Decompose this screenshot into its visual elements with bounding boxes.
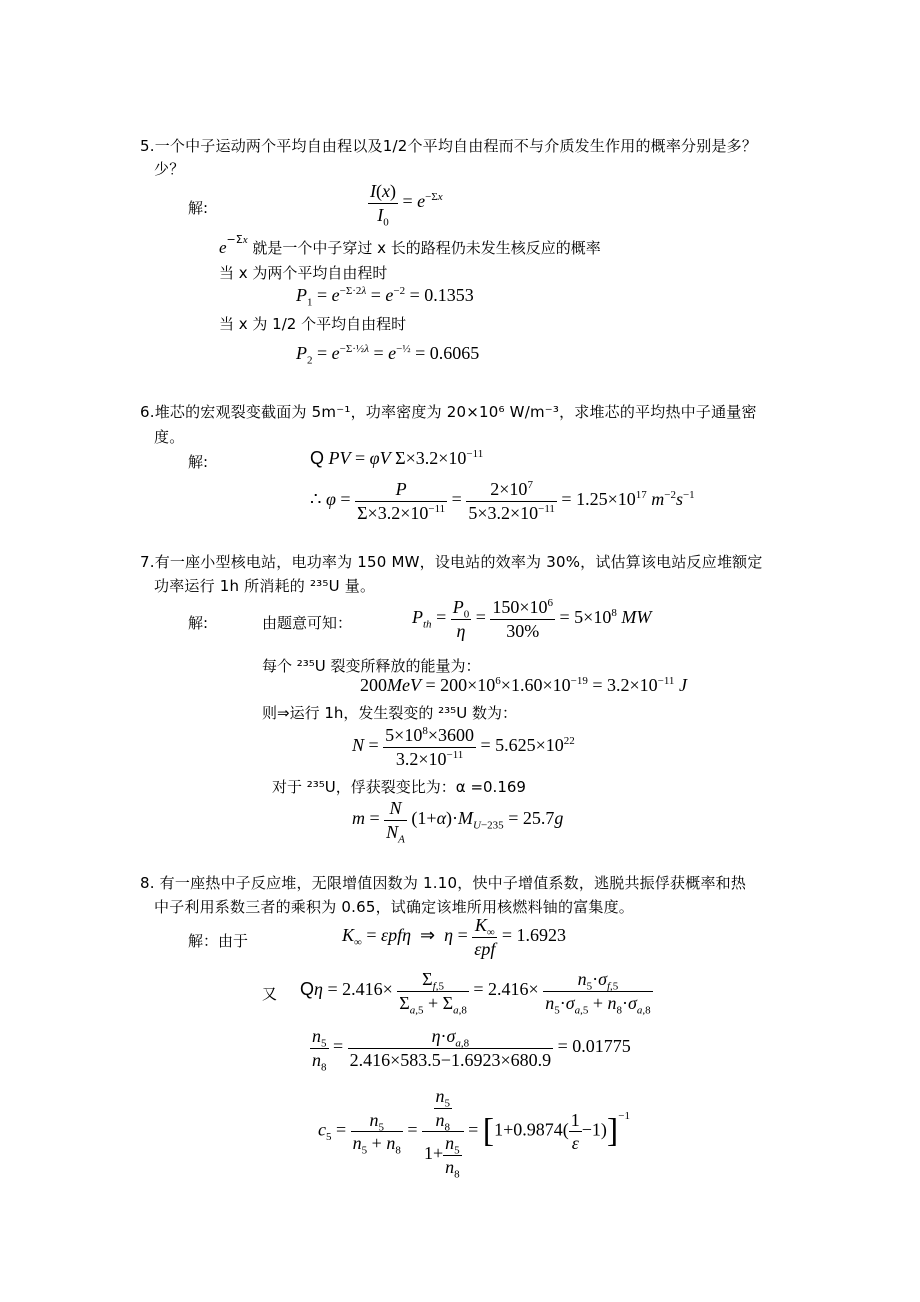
q8-solution-label: 解：由于 — [188, 932, 249, 950]
q7-fission-energy-equation: $200MeV = 200\times 10^6\times 1.60\times 10^{-19} = 3.2\times 10^{-11}$ J — [360, 675, 687, 695]
q8-ratio-equation: $\frac{n_5}{n_8}$ = $\frac{\eta\cdot\sigma_{a,8}}{2.416\times 583.5-1.6923\times 680.9}$ = 0.01775 — [312, 1026, 631, 1074]
q6-solution-label: 解: — [188, 453, 209, 471]
q8-question-line2: 中子利用系数三者的乘积为 0.65，试确定该堆所用核燃料铀的富集度。 — [154, 898, 634, 916]
q7-step2-label: 每个 ²³⁵U 裂变所释放的能量为： — [262, 657, 481, 675]
q8-eta-equation: $K_\infty = \varepsilon pf\eta$ ⇒ η = $\frac{K_\infty}{\text{εpf}}$ = 1.6923 — [342, 915, 566, 959]
q7-question-line2: 功率运行 1h 所消耗的 ²³⁵U 量。 — [154, 577, 376, 595]
q8-also-label: 又 — [262, 985, 278, 1003]
q6-power-equation: Q PV = φV $\Sigma\times 3.2\times 10^{-11}$ — [310, 448, 484, 468]
q5-case1-equation: $P_1 = e^{-\Sigma\cdot 2\lambda} = e^{-2} = 0.1353$ — [296, 285, 474, 309]
q5-question-line2: 少？ — [154, 160, 185, 178]
q6-question-line1: 6.堆芯的宏观裂变截面为 5m⁻¹，功率密度为 20×10⁶ W/m⁻³，求堆芯的平均热中子通量密 — [140, 403, 757, 421]
q8-enrichment-equation: $c_5$ = $\frac{n_5}{n_5 + n_8}$ = $\frac{n_5}{n_8}$ 1+ $\frac{n_5}{n_8}$ = [1+0.9874( $\frac{1}{\varepsilon}$ −1)]$^{-1}$ — [318, 1086, 630, 1181]
q7-solution-label: 解: — [188, 614, 209, 632]
q5-meaning-text: 就是一个中子穿过 x 长的路程仍未发生核反应的概率 — [252, 239, 601, 257]
q6-question-line2: 度。 — [154, 428, 185, 446]
q5-question-line1: 5.一个中子运动两个平均自由程以及1/2个平均自由程而不与介质发生作用的概率分别是多？ — [140, 137, 758, 155]
q7-fission-count-equation: N = $\frac{5\times 10^8\times 3600}{3.2\times 10^{-11}}$ = $5.625\times 10^{22}$ — [352, 725, 575, 769]
q5-solution-label: 解: — [188, 199, 209, 217]
q5-attenuation-equation: $\frac{I(x)}{I_0}$ = $e^{-\Sigma x}$ — [370, 181, 443, 229]
q7-mass-equation: m = $\frac{N}{N_A}$ $(1+\alpha)\cdot M_{U-235} = 25.7g$ — [352, 798, 564, 846]
q5-case1-text: 当 x 为两个平均自由程时 — [219, 264, 388, 282]
q7-step1-label: 由题意可知： — [262, 614, 353, 632]
q8-question-line1: 8. 有一座热中子反应堆，无限增值因数为 1.10，快中子增值系数，逃脱共振俘获概率和热 — [140, 874, 747, 892]
q7-step4-label: 对于 ²³⁵U，俘获裂变比为：α =0.169 — [272, 778, 526, 796]
q7-step3-label: 则⇒运行 1h，发生裂变的 ²³⁵U 数为： — [262, 704, 517, 722]
q5-case2-text: 当 x 为 1/2 个平均自由程时 — [219, 315, 407, 333]
q7-thermal-power-equation: $P_{th}$ = $\frac{P_0}{\eta}$ = $\frac{150\times 10^6}{30\%}$ = $5\times 10^8$ MW — [412, 597, 652, 641]
q8-eta-expansion-equation: Qη = 2.416× $\frac{\Sigma_{f,5}}{\Sigma_{a,5} + \Sigma_{a,8}}$ = 2.416× $\frac{n_5\cdot\sigma_{f,5}}{n_5\cdot\sigma_{a,5} + n_8\cdot\sigma_{a,8}}$ — [300, 969, 651, 1017]
q6-flux-equation: ∴ φ = $\frac{P}{\Sigma\times 3.2\times 10^{-11}}$ = $\frac{2\times 10^7}{5\times 3.2\times 10^{-11}}$ = $1.25\times 10^{17}$ $m^{-2}s^{-1}$ — [310, 479, 695, 523]
q5-case2-equation: $P_2 = e^{-\Sigma\cdot\frac{1}{2}\lambda} = e^{-\frac{1}{2}} = 0.6065$ — [296, 343, 480, 367]
q7-question-line1: 7.有一座小型核电站，电功率为 150 MW，设电站的效率为 30%，试估算该电站反应堆额定 — [140, 553, 763, 571]
q5-meaning-line: $e^{-\Sigma x}$ 就是一个中子穿过 x 长的路程仍未发生核反应的概率 — [219, 233, 601, 257]
